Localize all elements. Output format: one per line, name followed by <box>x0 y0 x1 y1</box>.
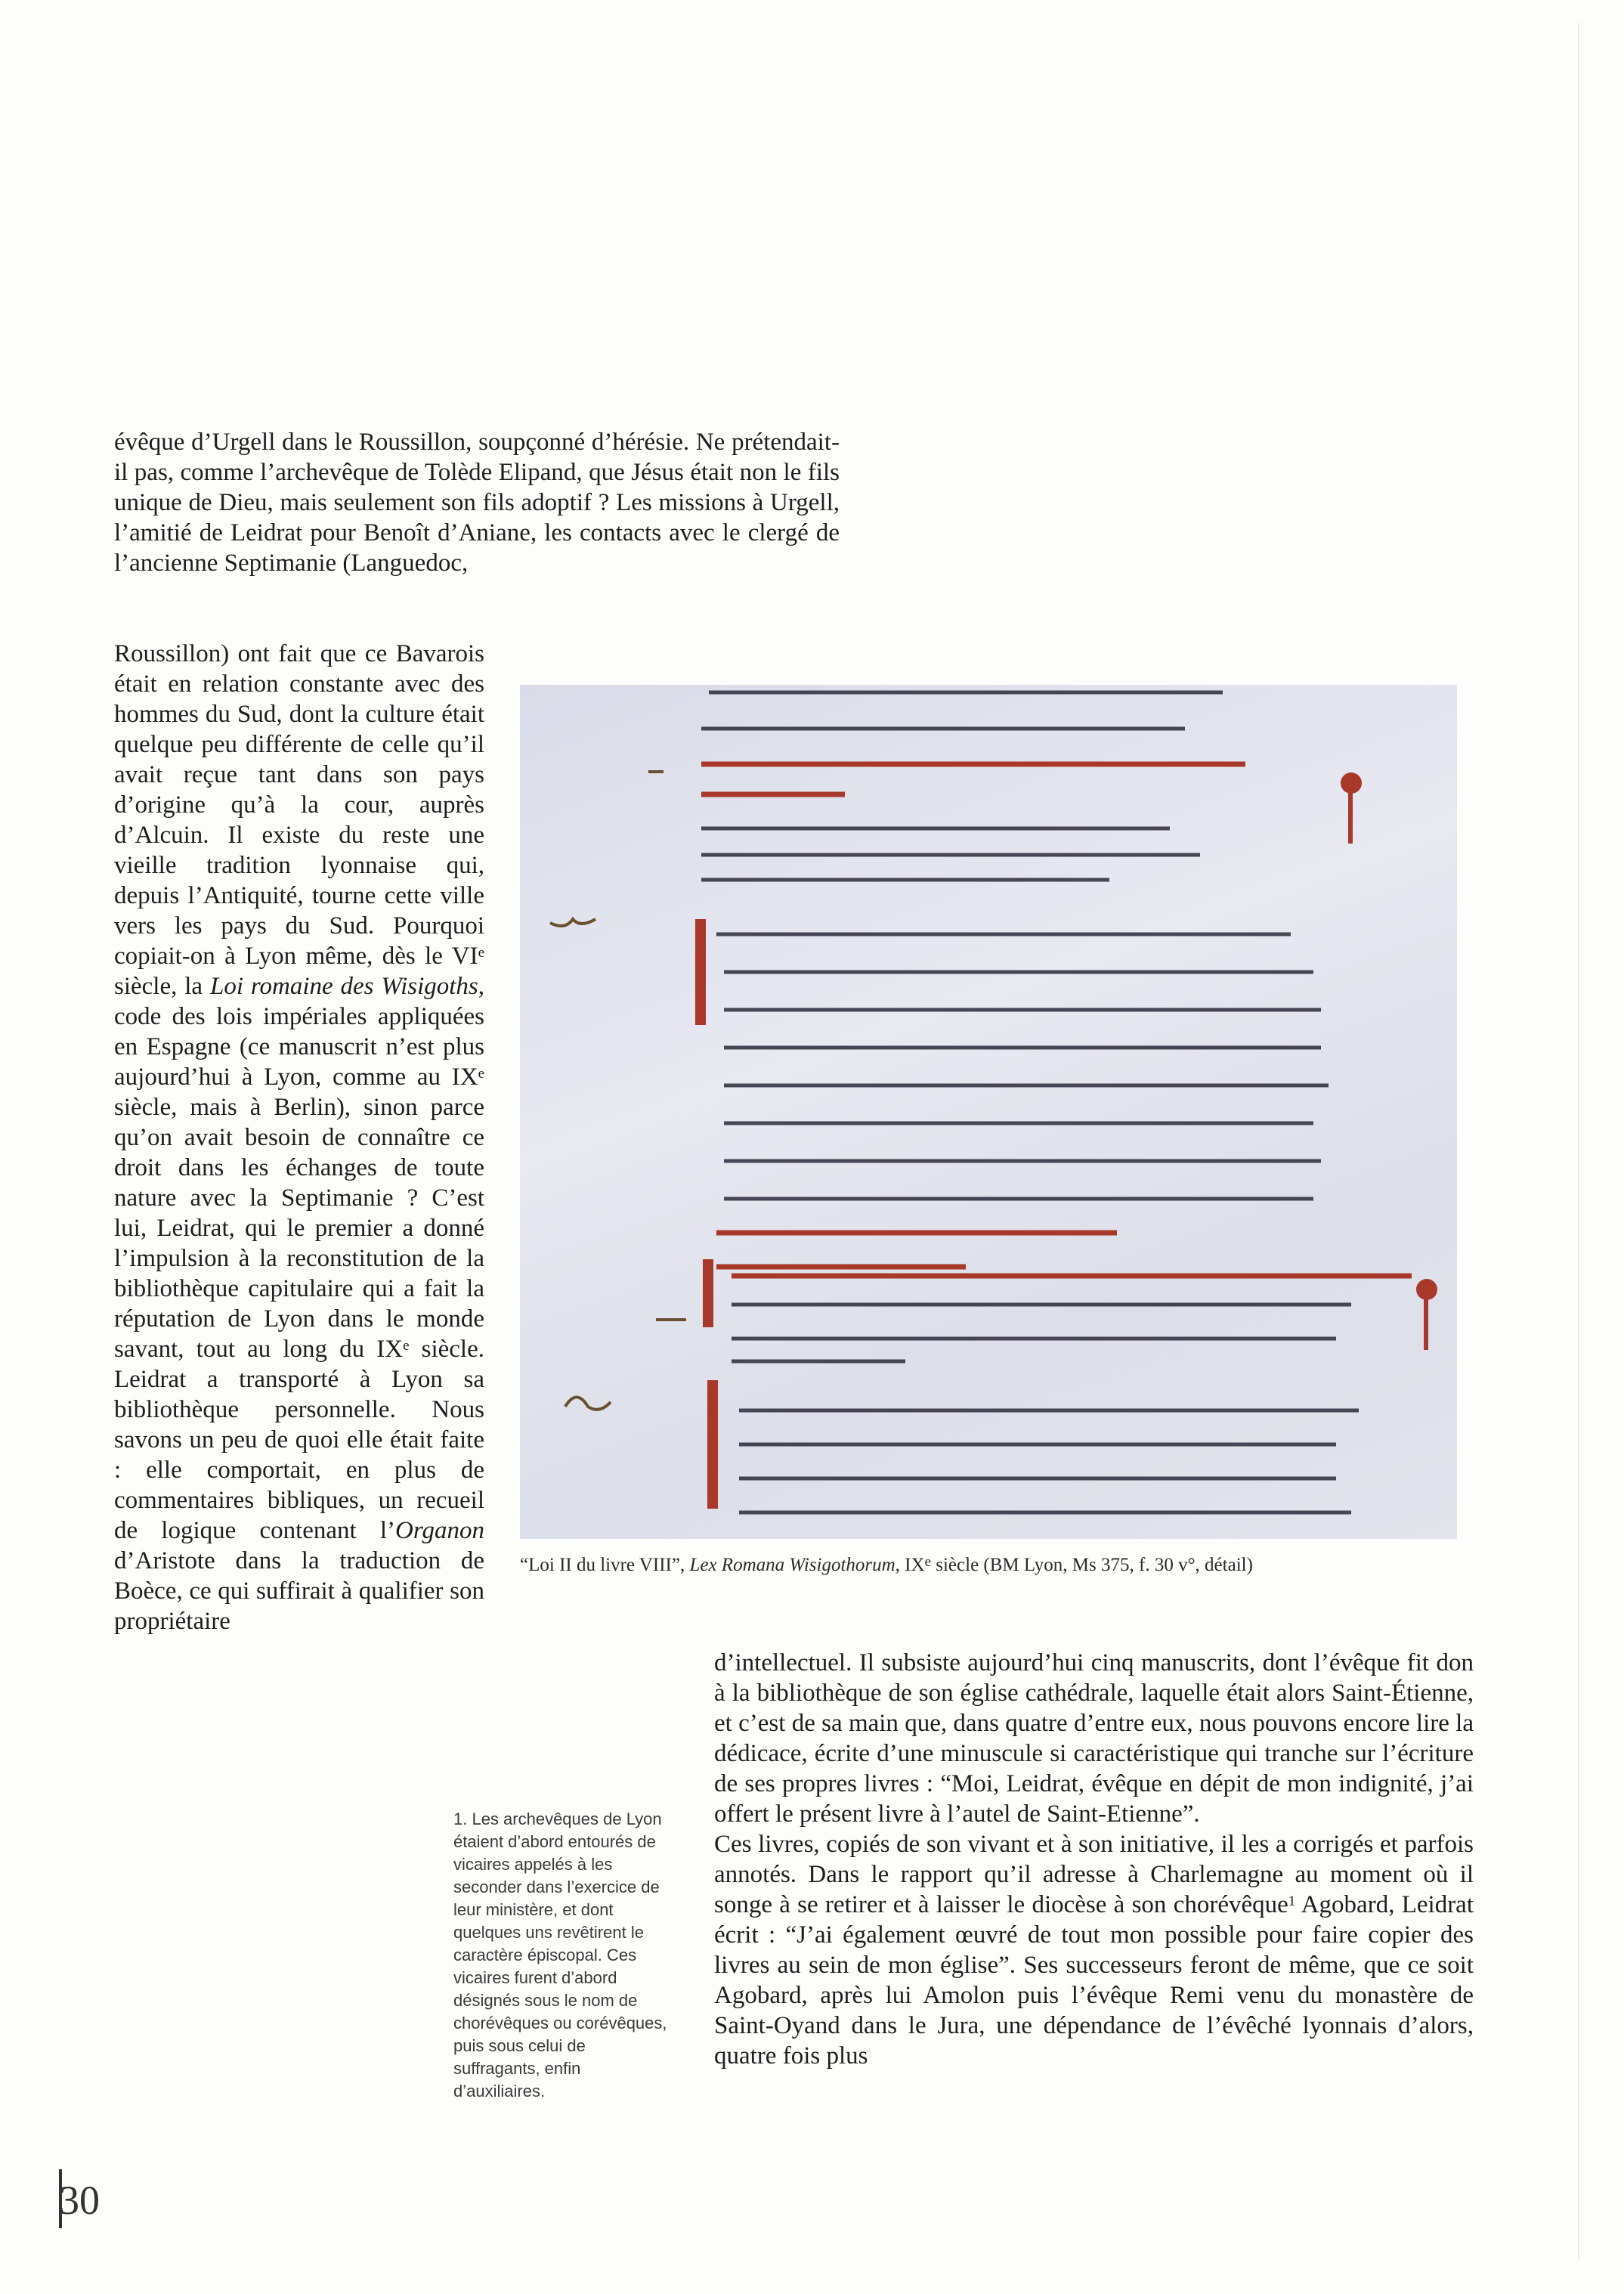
image-caption: “Loi II du livre VIII”, Lex Romana Wisigothorum, IXe siècle (BM Lyon, Ms 375, f. 30 v°, détail) <box>520 1554 1253 1575</box>
paragraph-right-2: Ces livres, copiés de son vivant et à son initiative, il les a corrigés et parfois annotés. Dans le rapport qu’il adresse à Charlemagne au moment où il songe à se retirer et à laisser le diocèse à son chorévêque$^1$ Agobard, Leidrat écrit : “J’ai également œuvré de tout mon possible pour faire copier des livres au sein de mon église”. Ses successeurs feront de même, que ce soit Agobard, après lui Amolon puis l’évêque Remi venu du monastère de Saint-Oyand dans le Jura, une dépendance de l’évêché lyonnais d’alors, quatre fois plus <box>714 1831 1474 2070</box>
paragraph-wrapped: Roussillon) ont fait que ce Bavarois était en relation constante avec des hommes du Sud, dont la culture était quelque peu différente de celle qu’il avait reçue tant dans son pays d’origine qu’à la cour, auprès d’Alcuin. Il existe du reste une vieille tradition lyonnaise qui, depuis l’Antiquité, tourne cette ville vers les pays du Sud. Pourquoi copiait-on à Lyon même, dès le VIe siècle, la Loi romaine des Wisigoths, code des lois impériales appliquées en Espagne (ce manuscrit n’est plus aujourd’hui à Lyon, comme au IXe siècle, mais à Berlin), sinon parce qu’on avait besoin de connaître ce droit dans les échanges de toute nature avec la Septimanie ? C’est lui, Leidrat, qui le premier a donné l’impulsion à la reconstitution de la bibliothèque capitulaire qui a fait la réputation de Lyon dans le monde savant, tout au long du IXe siècle. Leidrat a transporté à Lyon sa bibliothèque personnelle. Nous savons un peu de quoi elle était faite : elle comportait, en plus de commentaires bibliques, un recueil de logique contenant l’Organon d’Aristote dans la traduction de Boèce, ce qui suffirait à qualifier son propriétaire <box>114 640 485 1635</box>
body-text-top <box>114 427 840 578</box>
paragraph-top: évêque d’Urgell dans le Roussillon, soupçonné d’hérésie. Ne prétendait-il pas, comme l’archevêque de Tolède Elipand, que Jésus était non le fils unique de Dieu, mais seulement son fils adoptif ? Les missions à Urgell, l’amitié de Leidrat pour Benoît d’Aniane, les contacts avec le clergé de l’ancienne Septimanie (Languedoc, <box>114 429 840 577</box>
body-text-right <box>714 1648 1474 2071</box>
manuscript-illustration <box>520 685 1457 1539</box>
footnote: 1. Les archevêques de Lyon étaient d’abord entourés de vicaires appelés à les seconder dans l’exercice de leur ministère, et dont quelques uns revêtirent le caractère épiscopal. Ces vicaires furent d’abord désignés sous le nom de chorévêques ou corévêques, puis sous celui de suffragants, enfin d’auxiliaires. <box>453 1810 667 2101</box>
manuscript-image <box>520 685 1457 1539</box>
page-number: 30 <box>59 2178 100 2223</box>
page-edge <box>1578 23 1579 2260</box>
body-text-wrapped <box>114 639 484 1636</box>
paragraph-right-1: d’intellectuel. Il subsiste aujourd’hui cinq manuscrits, dont l’évêque fit don à la bibliothèque de son église cathédrale, laquelle était alors Saint-Étienne, et c’est de sa main que, dans quatre d’entre eux, nous pouvons encore lire la dédicace, écrite d’une minuscule si caractéristique qui tranche sur l’écriture de ses propres livres : “Moi, Leidrat, évêque en dépit de mon indignité, j’ai offert le présent livre à l’autel de Saint-Etienne”. <box>714 1649 1474 1828</box>
